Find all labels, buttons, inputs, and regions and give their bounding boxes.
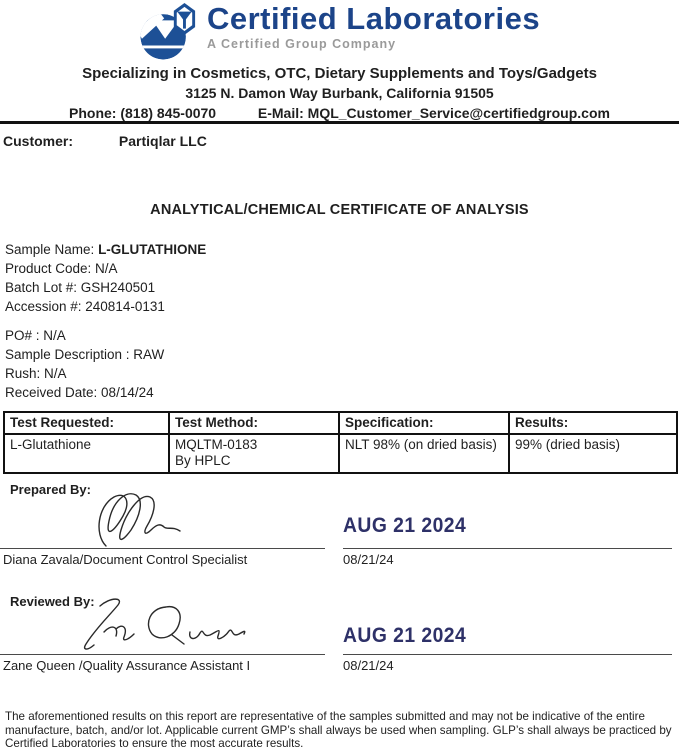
header-test-method: Test Method: [169,412,339,434]
sample-name-value: L-GLUTATHIONE [98,242,207,257]
sample-name-label: Sample Name: [5,242,95,257]
received-date-line: Received Date: 08/14/24 [5,385,154,400]
prepared-signature [92,488,192,550]
product-code-line: Product Code: N/A [5,261,118,276]
header-specification: Specification: [339,412,509,434]
test-method-line2: By HPLC [175,453,231,468]
cell-test-method [169,434,339,473]
prepared-by-label: Prepared By: [10,482,91,497]
table-row [4,434,677,473]
reviewed-date: 08/21/24 [343,658,394,673]
customer-label: Customer: [3,133,74,149]
sample-description-line: Sample Description : RAW [5,347,165,362]
sample-info-block [5,240,206,316]
company-logo [0,0,679,62]
results-table-header-row [4,412,677,434]
company-name: Certified Laboratories [206,1,541,36]
company-subtitle: A Certified Group Company [206,37,397,51]
address-line: 3125 N. Damon Way Burbank, California 91505 [185,85,494,101]
test-method-line1: MQLTM-0183 [175,437,258,452]
prepared-signature-line [0,548,325,549]
specialization-line: Specializing in Cosmetics, OTC, Dietary Supplements and Toys/Gadgets [82,65,597,82]
header-results: Results: [509,412,677,434]
company-logo-text [207,2,540,51]
contact-line [0,105,679,121]
cell-results: 99% (dried basis) [509,434,677,473]
header-divider [0,121,679,124]
phone-label: Phone: [69,105,117,121]
order-info-block [5,326,164,402]
rush-line: Rush: N/A [5,366,67,381]
reviewed-signature [78,592,248,652]
accession-line: Accession #: 240814-0131 [5,299,165,314]
reviewed-date-stamp: AUG 21 2024 [343,624,467,647]
customer-row [3,133,207,149]
footer-disclaimer: The aforementioned results on this report are representative of the samples submitted and may not be indicative of the entire manufacture, batch, and/or lot. Applicable current GMP’s shall always be used when sampling. GLP’s shall always be practiced by Certified Laboratories to ensure the most accurate results. [5,710,672,751]
phone-number: (818) 845-0070 [120,105,217,121]
prepared-date-stamp: AUG 21 2024 [343,514,467,537]
reviewed-by-section [0,592,679,687]
email-address: MQL_Customer_Service@certifiedgroup.com [307,105,610,121]
prepared-date: 08/21/24 [343,552,394,567]
header-test-requested: Test Requested: [4,412,169,434]
email-label: E-Mail: [257,105,304,121]
results-table [3,411,678,474]
reviewed-date-line [343,654,672,655]
document-title: ANALYTICAL/CHEMICAL CERTIFICATE OF ANALYSIS [150,202,529,218]
cell-specification: NLT 98% (on dried basis) [339,434,509,473]
prepared-name-title: Diana Zavala/Document Control Specialist [3,552,248,567]
customer-name: Partiqlar LLC [118,133,207,149]
reviewed-by-label: Reviewed By: [10,594,95,609]
po-line: PO# : N/A [5,328,66,343]
document-header [0,0,679,121]
sample-name-line [5,240,206,259]
prepared-by-section [0,480,679,575]
cell-test-requested: L-Glutathione [4,434,169,473]
prepared-date-line [343,548,672,549]
reviewed-name-title: Zane Queen /Quality Assurance Assistant I [3,658,251,673]
certified-group-logo-icon [139,2,199,60]
reviewed-signature-line [0,654,325,655]
batch-lot-line: Batch Lot #: GSH240501 [5,280,156,295]
